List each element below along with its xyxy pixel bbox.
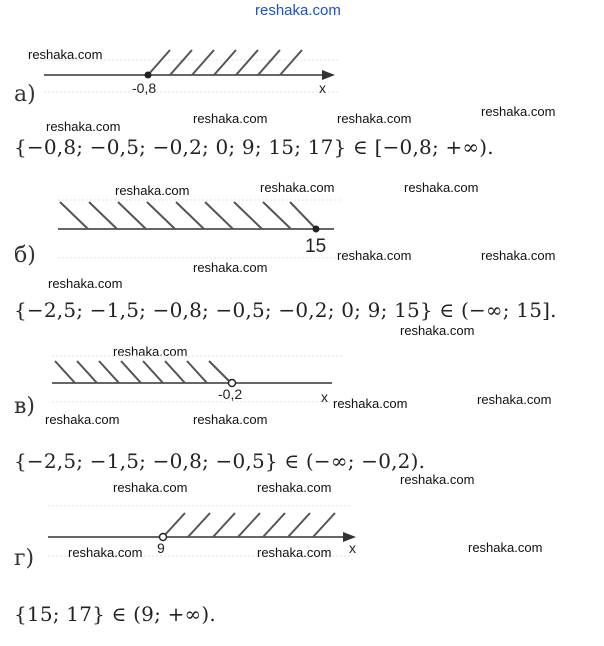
watermark: reshaka.com	[477, 392, 552, 407]
answer-a: {−0,8; −0,5; −0,2; 0; 9; 15; 17} ∈ [−0,8; +∞).	[14, 135, 494, 159]
watermark: reshaka.com	[193, 260, 268, 275]
watermark: reshaka.com	[257, 480, 332, 495]
watermark: reshaka.com	[400, 323, 475, 338]
watermark: reshaka.com	[115, 183, 190, 198]
item-label-b: б)	[14, 243, 36, 268]
watermark: reshaka.com	[333, 396, 408, 411]
answer-b: {−2,5; −1,5; −0,8; −0,5; −0,2; 0; 9; 15} ∈ (−∞; 15].	[14, 298, 557, 322]
watermark: reshaka.com	[400, 472, 475, 487]
axis-x-label-d: x	[349, 540, 356, 556]
watermark: reshaka.com	[337, 111, 412, 126]
item-label-a: а)	[14, 82, 36, 107]
watermark: reshaka.com	[481, 104, 556, 119]
point-label-b: 15	[305, 236, 327, 257]
watermark: reshaka.com	[257, 545, 332, 560]
answer-c: {−2,5; −1,5; −0,8; −0,5} ∈ (−∞; −0,2).	[14, 449, 426, 473]
axis-x-label-c: x	[321, 389, 328, 405]
axis-x-label-a: x	[319, 80, 326, 96]
watermark: reshaka.com	[45, 412, 120, 427]
watermark: reshaka.com	[113, 344, 188, 359]
watermark: reshaka.com	[193, 412, 268, 427]
watermark: reshaka.com	[113, 480, 188, 495]
watermark: reshaka.com	[337, 248, 412, 263]
site-watermark-top: reshaka.com	[255, 2, 341, 19]
point-label-c: -0,2	[218, 386, 243, 402]
hatching-d	[163, 513, 335, 537]
answer-d: {15; 17} ∈ (9; +∞).	[14, 602, 216, 626]
watermark: reshaka.com	[48, 276, 123, 291]
item-label-c: в)	[14, 394, 35, 419]
watermark: reshaka.com	[28, 47, 103, 62]
watermark: reshaka.com	[68, 545, 143, 560]
watermark: reshaka.com	[260, 180, 335, 195]
watermark: reshaka.com	[193, 111, 268, 126]
watermark: reshaka.com	[468, 540, 543, 555]
point-label-a: -0,8	[132, 80, 157, 96]
point-label-d: 9	[157, 540, 165, 556]
watermark: reshaka.com	[481, 248, 556, 263]
item-label-d: г)	[14, 546, 35, 571]
watermark: reshaka.com	[404, 180, 479, 195]
watermark: reshaka.com	[46, 119, 121, 134]
